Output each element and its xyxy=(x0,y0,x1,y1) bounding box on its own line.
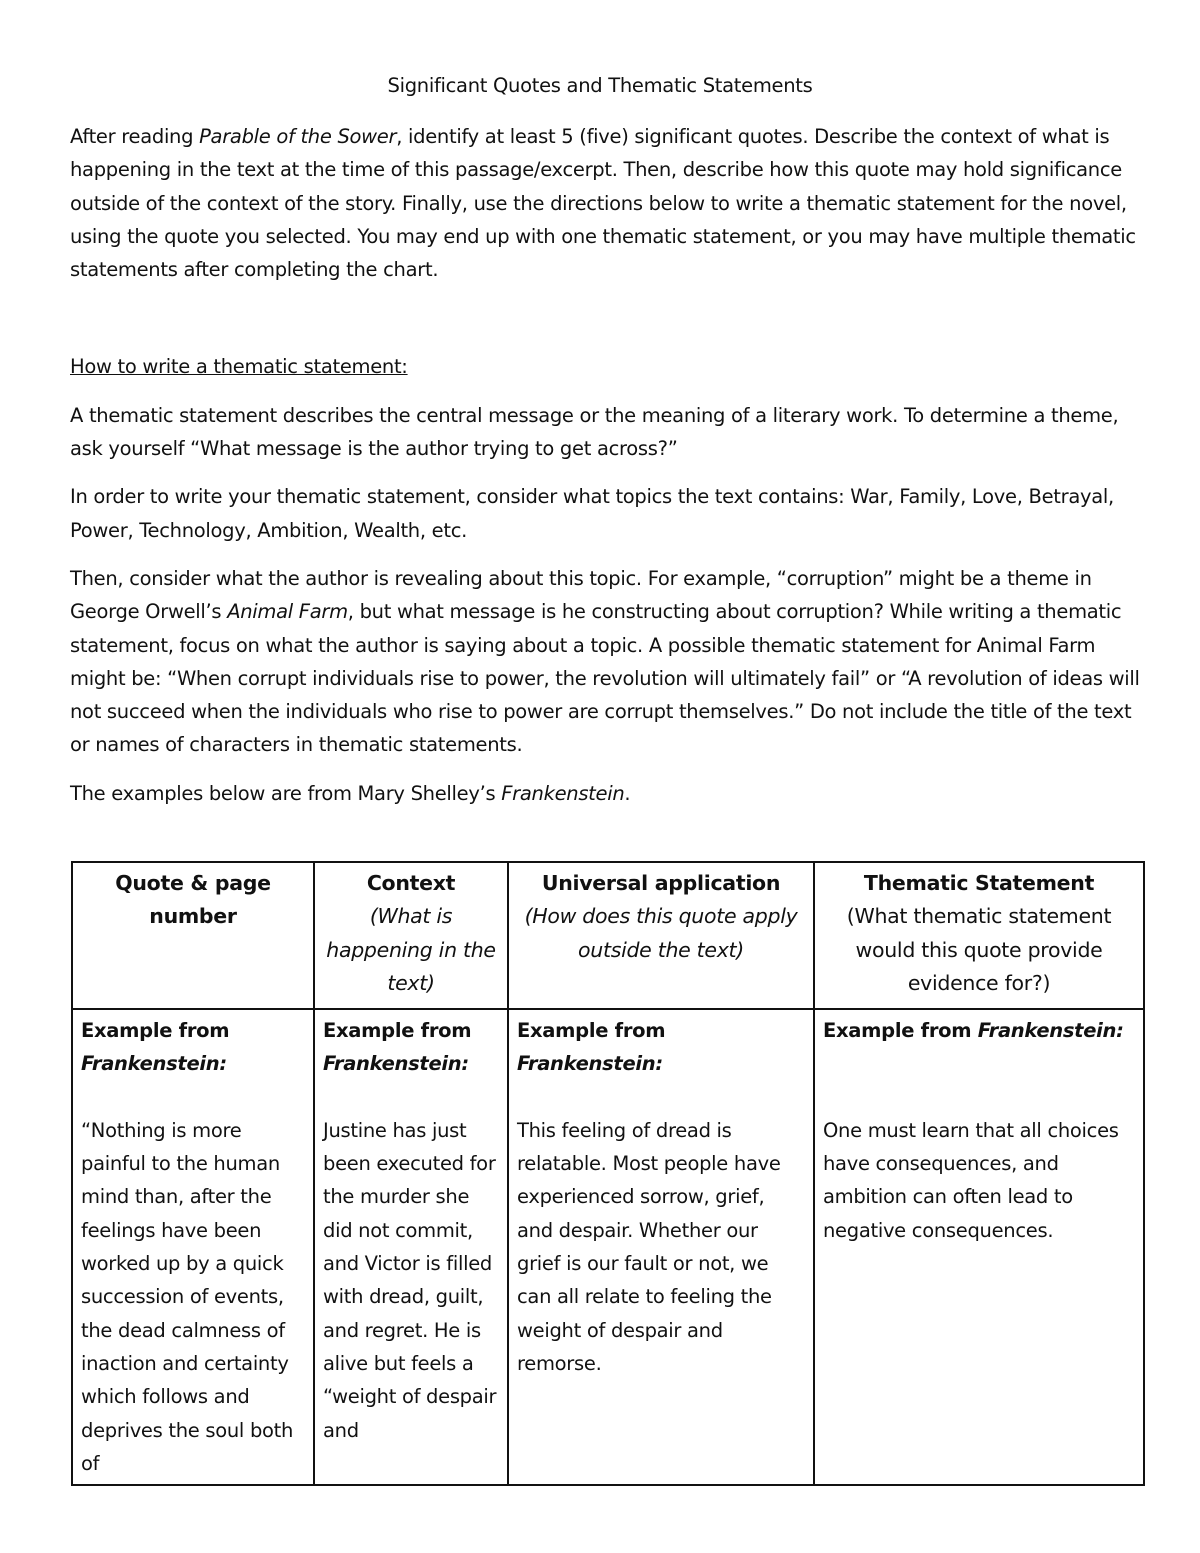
book-title: Animal Farm xyxy=(227,600,348,624)
text: , but what message is he constructing about corruption? While writing a thematic statement, focus on what the author is saying about a topic. A possible thematic statement for Animal Farm might be: “When corrupt individuals rise to power, the revolution will ultimately fail” or “A revolution of ideas will not succeed when the individuals who rise to power are corrupt themselves.” Do not include the title of the text or names of characters in thematic statements. xyxy=(70,600,1140,757)
text: Then, consider what the author is revealing about this topic. For example, “corruption” might be a theme in George Orwell’s xyxy=(70,566,1092,624)
paragraph xyxy=(70,562,1145,762)
table-row xyxy=(72,1009,1144,1485)
page-title: Significant Quotes and Thematic Statements xyxy=(387,74,813,97)
text: The examples below are from Mary Shelley’s xyxy=(70,781,502,805)
intro-paragraph xyxy=(70,120,1145,286)
cell-context: Example from Frankenstein: Justine has just been executed for the murder she did not commit, and Victor is filled with dread, guilt, and regret. He is alive but feels a “weight of despair and xyxy=(314,1009,508,1485)
document-body xyxy=(70,120,1145,825)
header-universal: Universal application (How does this quote apply outside the text) xyxy=(508,862,814,1009)
header-context: Context (What is happening in the text) xyxy=(314,862,508,1009)
cell-quote: Example from Frankenstein: “Nothing is more painful to the human mind than, after the feelings have been worked up by a quick succession of events, the dead calmness of inaction and certainty which follows and deprives the soul both of xyxy=(72,1009,314,1485)
quotes-table xyxy=(71,861,1145,1486)
book-title: Parable of the Sower xyxy=(199,125,397,148)
header-quote: Quote & page number xyxy=(72,862,314,1009)
text: , identify at least 5 (five) significant quotes. Describe the context of what is happening in the text at the time of this passage/excerpt. Then, describe how this quote may hold significance outside of the context of the story. Finally, use the directions below to write a thematic statement for the novel, using the quote you selected. You may end up with one thematic statement, or you may have multiple thematic statements after completing the chart. xyxy=(70,125,1136,282)
cell-thematic: Example from Frankenstein: One must learn that all choices have consequences, and ambition can often lead to negative consequences. xyxy=(814,1009,1144,1485)
paragraph xyxy=(70,777,1145,810)
paragraph: In order to write your thematic statement, consider what topics the text contains: War, Family, Love, Betrayal, Power, Technology, Ambition, Wealth, etc. xyxy=(70,485,1114,542)
text: After reading xyxy=(70,125,200,148)
book-title: Frankenstein xyxy=(501,781,625,805)
text: . xyxy=(624,781,631,805)
section-heading: How to write a thematic statement: xyxy=(70,355,408,379)
cell-universal: Example from Frankenstein: This feeling of dread is relatable. Most people have experienced sorrow, grief, and despair. Whether our grief is our fault or not, we can all relate to feeling the weight of despair and remorse. xyxy=(508,1009,814,1485)
header-thematic: Thematic Statement (What thematic statement would this quote provide evidence for?) xyxy=(814,862,1144,1009)
table-header-row xyxy=(72,862,1144,1009)
paragraph: A thematic statement describes the central message or the meaning of a literary work. To determine a theme, ask yourself “What message is the author trying to get across?” xyxy=(70,403,1119,461)
